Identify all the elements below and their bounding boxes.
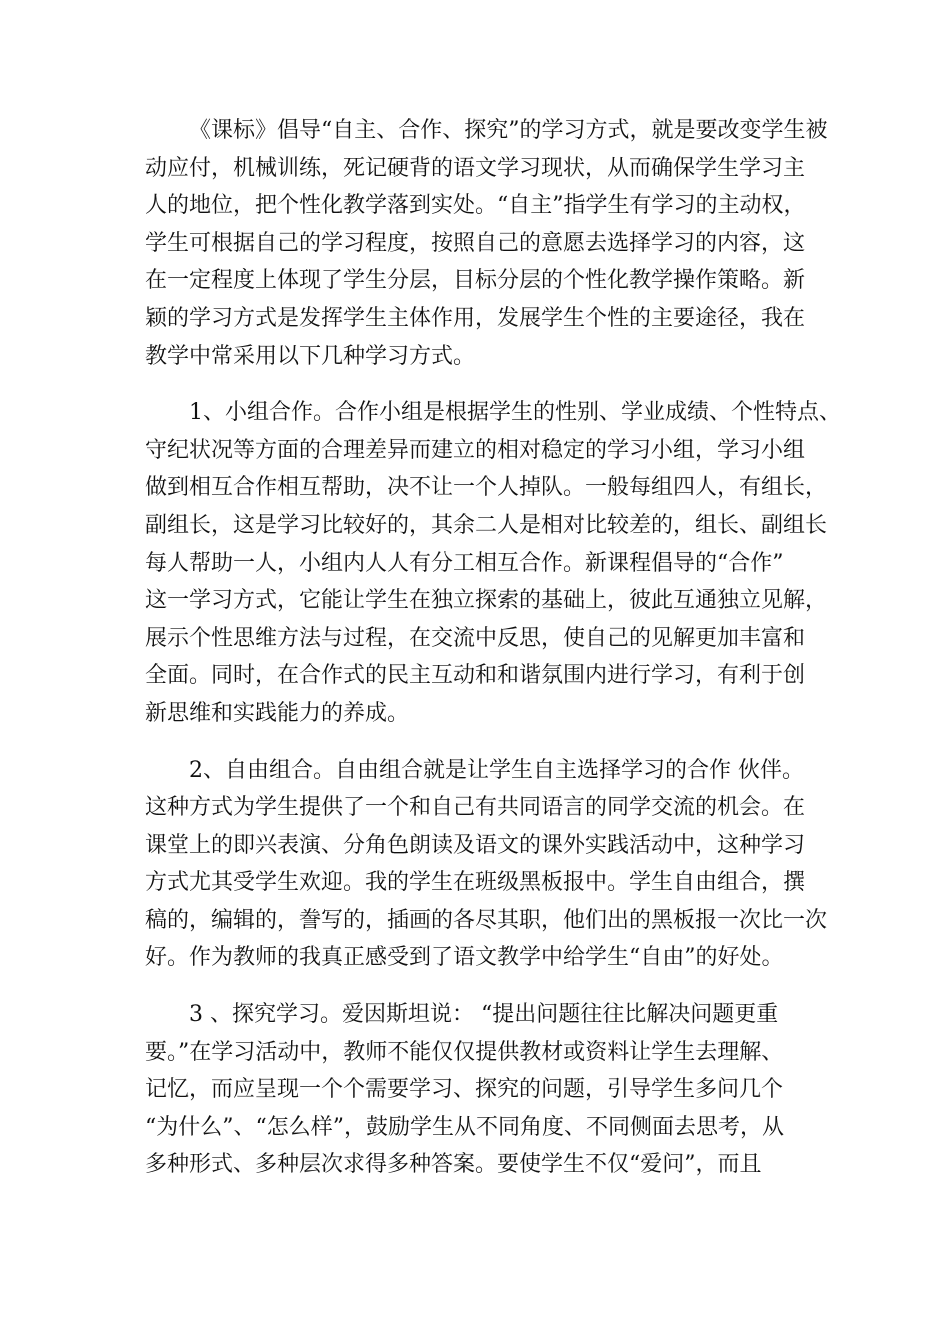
text-line: 要。”在学习活动中，教师不能仅仅提供教材或资料让学生去理解、 [145,1039,784,1065]
text-line: 新思维和实践能力的养成。 [145,700,410,726]
text-line: 课堂上的即兴表演、分角色朗读及语文的课外实践活动中，这种学习 [145,832,806,858]
paragraph-free-grouping [145,752,828,978]
text-line: 在一定程度上体现了学生分层，目标分层的个性化教学操作策略。新 [145,268,806,294]
text-line: 方式尤其受学生欢迎。我的学生在班级黑板报中。学生自由组合，撰 [145,870,806,896]
text-line: 多种形式、多种层次求得多种答案。要使学生不仅“爱问”，而且 [145,1152,762,1178]
text-line: 副组长，这是学习比较好的，其余二人是相对比较差的，组长、副组长 [145,512,828,538]
text-line: 展示个性思维方法与过程，在交流中反思，使自己的见解更加丰富和 [145,625,806,651]
text-line: 记忆，而应呈现一个个需要学习、探究的问题，引导学生多问几个 [145,1077,784,1103]
text-line: 教学中常采用以下几种学习方式。 [145,343,476,369]
text-line: 这种方式为学生提供了一个和自己有共同语言的同学交流的机会。在 [145,795,806,821]
text-line: “为什么”、“怎么样”，鼓励学生从不同角度、不同侧面去思考，从 [145,1114,784,1140]
text-line: 《课标》倡导“自主、合作、探究”的学习方式，就是要改变学生被 [189,118,828,143]
text-line: 稿的，编辑的，誊写的，插画的各尽其职，他们出的黑板报一次比一次 [145,907,828,933]
text-line: 每人帮助一人，小组内人人有分工相互合作。新课程倡导的“合作” [145,550,784,576]
text-line: 这一学习方式，它能让学生在独立探索的基础上，彼此互通独立见解， [145,588,828,614]
text-line: 颖的学习方式是发挥学生主体作用，发展学生个性的主要途径，我在 [145,305,806,331]
text-line: 全面。同时，在合作式的民主互动和和谐氛围内进行学习，有利于创 [145,663,806,689]
text-line: 好。作为教师的我真正感受到了语文教学中给学生“自由”的好处。 [145,945,784,971]
text-line: 动应付，机械训练，死记硬背的语文学习现状，从而确保学生学习主 [145,155,806,181]
paragraph-group-cooperation [145,394,841,732]
text-line: 2、自由组合。自由组合就是让学生自主选择学习的合作 伙伴。 [189,757,804,783]
text-line: 学生可根据自己的学习程度，按照自己的意愿去选择学习的内容，这 [145,230,806,256]
document-body [145,112,841,1203]
text-line: 人的地位，把个性化教学落到实处。“自主”指学生有学习的主动权， [145,193,806,219]
paragraph-inquiry-learning [145,996,810,1184]
paragraph-intro [145,112,828,375]
text-line: 1、小组合作。合作小组是根据学生的性别、学业成绩、个性特点、 [189,400,841,426]
text-line: 做到相互合作相互帮助，决不让一个人掉队。一般每组四人，有组长， [145,475,828,501]
text-line: 守纪状况等方面的合理差异而建立的相对稳定的学习小组，学习小组 [145,437,806,463]
text-line: 3 、探究学习。爱因斯坦说： “提出问题往往比解决问题更重 [189,1002,779,1028]
